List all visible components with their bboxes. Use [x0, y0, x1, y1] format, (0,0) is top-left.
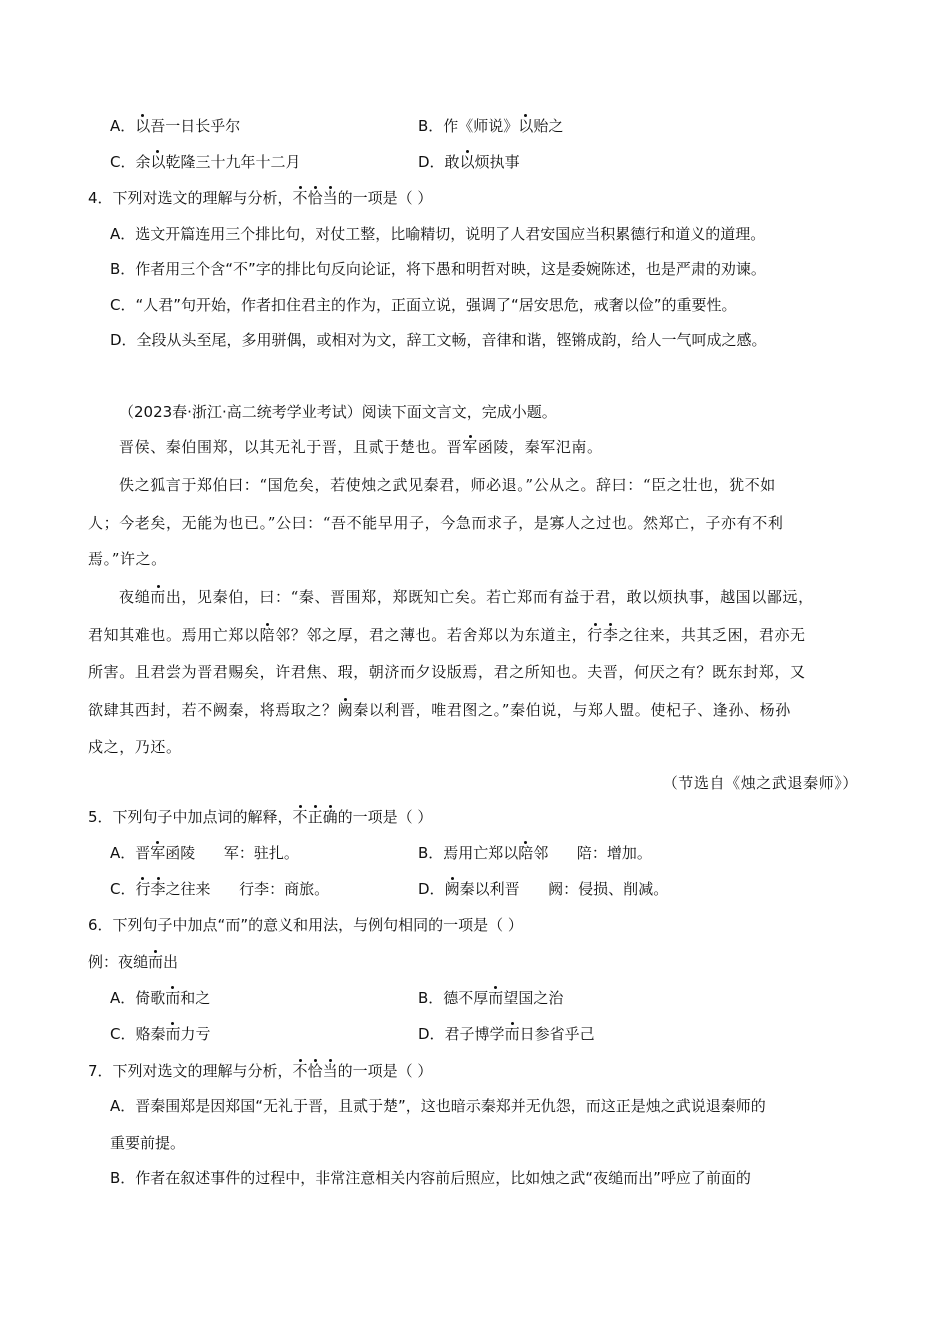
passage-p3-line3: 所害。且君尝为晋君赐矣，许君焦、瑕，朝济而夕设版焉，君之所知也。夫晋，何厌之有？既东封郑，又 — [88, 663, 806, 681]
q4-option-b: B．作者用三个含“不”字的排比句反向论证，将下愚和明哲对映，这是委婉陈述，也是严肃的劝谏。 — [110, 260, 766, 278]
q5-option-d: D．阙秦以利晋 阙：侵损、削减。 — [418, 880, 669, 898]
q7-option-a-line1: A．晋秦围郑是因郑国“无礼于晋，且贰于楚”，这也暗示秦郑并无仇怨，而这正是烛之武说退秦师的 — [110, 1097, 766, 1115]
q4-option-d: D．全段从头至尾，多用骈偶，或相对为文，辞工文畅，音律和谐，铿锵成韵，给人一气呵成之感。 — [110, 331, 767, 349]
passage-p3-line2: 君知其难也。焉用亡郑以陪邻？邻之厚，君之薄也。若舍郑以为东道主，行李之往来，共其乏困，君亦无 — [88, 626, 806, 644]
q6-option-b: B．德不厚而望国之治 — [418, 989, 564, 1007]
q7-option-a-line2: 重要前提。 — [110, 1134, 186, 1152]
q6-option-d: D．君子博学而日参省乎己 — [418, 1025, 595, 1043]
passage-p2-line1: 佚之狐言于郑伯曰：“国危矣，若使烛之武见秦君，师必退。”公从之。辞曰：“臣之壮也，犹不如 — [119, 476, 776, 494]
q7-option-b-line1: B．作者在叙述事件的过程中，非常注意相关内容前后照应，比如烛之武“夜缒而出”呼应了前面的 — [110, 1169, 751, 1187]
passage-p3-line4: 欲肆其西封，若不阙秦，将焉取之？阙秦以利晋，唯君图之。”秦伯说，与郑人盟。使杞子、逢孙、杨孙 — [88, 701, 791, 719]
passage-p3-line1: 夜缒而出，见秦伯，曰：“秦、晋围郑，郑既知亡矣。若亡郑而有益于君，敢以烦执事，越国以鄙远， — [119, 588, 814, 606]
q5-option-b: B．焉用亡郑以陪邻 陪：增加。 — [418, 844, 652, 862]
passage-p2-line2: 人；今老矣，无能为也已。”公曰：“吾不能早用子，今急而求子，是寡人之过也。然郑亡，子亦有不利 — [88, 514, 784, 532]
q6-option-c: C．赂秦而力亏 — [110, 1025, 211, 1043]
q4-stem: 4．下列对选文的理解与分析，不恰当的一项是（ ） — [88, 189, 433, 207]
q5-option-a: A．晋军函陵 军：驻扎。 — [110, 844, 299, 862]
passage-p3-line5: 戍之，乃还。 — [88, 738, 182, 756]
q7-stem: 7．下列对选文的理解与分析，不恰当的一项是（ ） — [88, 1062, 433, 1080]
q6-option-a: A．倚歌而和之 — [110, 989, 211, 1007]
passage-p2-line3: 焉。”许之。 — [88, 550, 167, 568]
q3-option-b: B．作《师说》以贻之 — [418, 117, 564, 135]
q4-option-a: A．选文开篇连用三个排比句，对仗工整，比喻精切，说明了人君安国应当积累德行和道义的道理。 — [110, 225, 766, 243]
q4-option-c: C．“人君”句开始，作者扣住君主的作为，正面立说，强调了“居安思危，戒奢以俭”的重要性。 — [110, 296, 737, 314]
q5-option-c: C．行李之往来 行李：商旅。 — [110, 880, 330, 898]
q6-example: 例：夜缒而出 — [88, 953, 179, 971]
passage-p1: 晋侯、秦伯围郑，以其无礼于晋，且贰于楚也。晋军函陵，秦军氾南。 — [119, 438, 603, 456]
q5-stem: 5．下列句子中加点词的解释，不正确的一项是（ ） — [88, 808, 433, 826]
q3-option-d: D．敢以烦执事 — [418, 153, 520, 171]
passage-intro: （2023春·浙江·高二统考学业考试）阅读下面文言文，完成小题。 — [119, 403, 557, 421]
q3-option-c: C．余以乾隆三十九年十二月 — [110, 153, 301, 171]
passage-source: （节选自《烛之武退秦师》） — [662, 774, 858, 792]
q3-option-a: A．以吾一日长乎尔 — [110, 117, 241, 135]
q6-stem: 6．下列句子中加点“而”的意义和用法，与例句相同的一项是（ ） — [88, 916, 523, 934]
